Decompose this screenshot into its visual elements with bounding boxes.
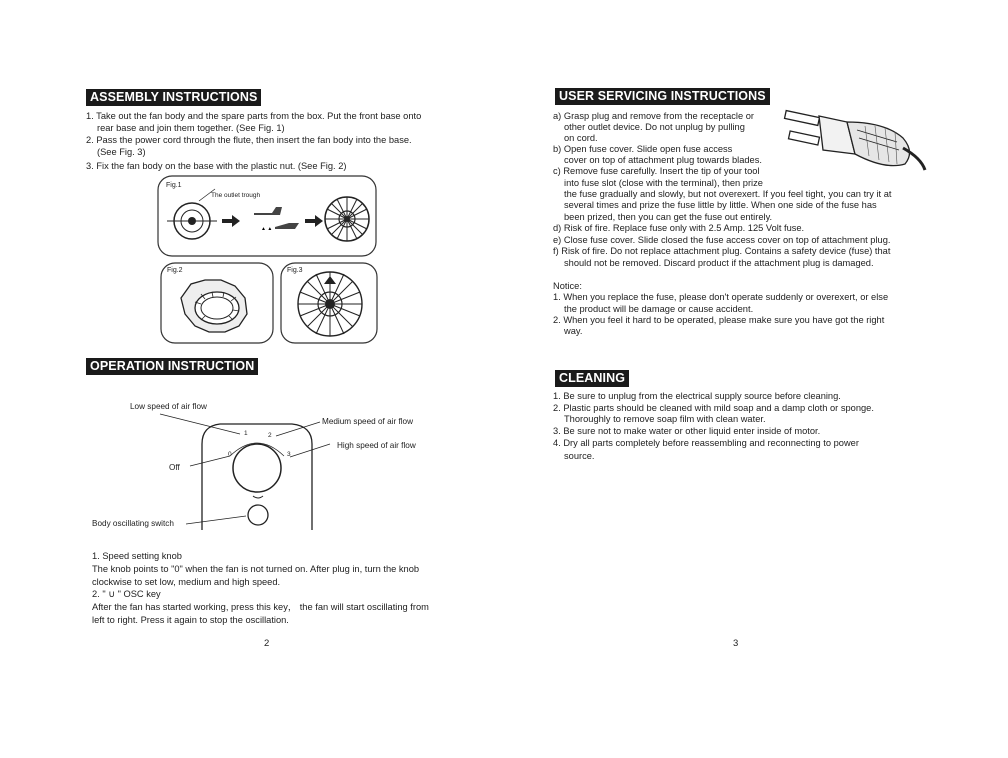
cleaning-line-6: source. [564, 451, 595, 461]
servicing-line-6: c) Remove fuse carefully. Insert the tip of your tool [553, 166, 760, 176]
servicing-line-4: b) Open fuse cover. Slide open fuse access [553, 144, 733, 154]
mark-1: 1 [244, 430, 248, 437]
assembly-heading: ASSEMBLY INSTRUCTIONS [86, 89, 261, 106]
notice-line-4: way. [564, 326, 583, 336]
assembly-step-1: 1. Take out the fan body and the spare parts from the box. Put the front base onto [86, 111, 422, 121]
label-high-speed: High speed of air flow [337, 441, 416, 450]
servicing-line-10: been prized, then you can get the fuse out entirely. [564, 212, 773, 222]
servicing-line-2: other outlet device. Do not unplug by pulling [564, 122, 745, 132]
operation-line-2: The knob points to "0" when the fan is not turned on. After plug in, turn the knob [92, 564, 420, 574]
fig1-label: Fig.1 [166, 182, 182, 189]
servicing-line-12: e) Close fuse cover. Slide closed the fuse access cover on top of attachment plug. [553, 235, 891, 245]
notice-line-1: 1. When you replace the fuse, please don't operate suddenly or overexert, or else [553, 292, 889, 302]
servicing-line-1: a) Grasp plug and remove from the receptacle or [553, 111, 755, 121]
fig1-illustration [157, 175, 377, 257]
cleaning-line-5: 4. Dry all parts completely before reassembling and reconnecting to power [553, 438, 859, 448]
notice-line-3: 2. When you feel it hard to be operated, please make sure you have got the right [553, 315, 885, 325]
notice-title: Notice: [553, 281, 582, 291]
assembly-step-1-cont: rear base and join them together. (See Fig. 1) [97, 123, 285, 133]
servicing-line-5: cover on top of attachment plug towards blades. [564, 155, 762, 165]
servicing-line-8: the fuse gradually and slowly, but not overexert. If you feel tight, you can try it at [564, 189, 892, 199]
label-off: Off [169, 463, 180, 472]
assembly-step-2: 2. Pass the power cord through the flute, then insert the fan body into the base. [86, 135, 412, 145]
operation-line-1: 1. Speed setting knob [92, 551, 182, 561]
operation-heading: OPERATION INSTRUCTION [86, 358, 258, 375]
cleaning-line-2: 2. Plastic parts should be cleaned with mild soap and a damp cloth or sponge. [553, 403, 874, 413]
page-number-left: 2 [264, 638, 270, 649]
mark-2: 2 [268, 432, 272, 439]
cleaning-line-3: Thoroughly to remove soap film with clean water. [564, 414, 766, 424]
mark-3: 3 [287, 451, 291, 458]
page-number-right: 3 [733, 638, 739, 649]
operation-line-6: left to right. Press it again to stop the oscillation. [92, 615, 289, 625]
notice-line-2: the product will be damage or cause accident. [564, 304, 754, 314]
cleaning-line-1: 1. Be sure to unplug from the electrical supply source before cleaning. [553, 391, 841, 401]
assembly-step-3: 3. Fix the fan body on the base with the plastic nut. (See Fig. 2) [86, 161, 347, 171]
attachment-plug-illustration [785, 108, 925, 178]
servicing-line-3: on cord. [564, 133, 598, 143]
fig3-illustration [280, 262, 378, 344]
servicing-line-14: should not be removed. Discard product if the attachment plug is damaged. [564, 258, 874, 268]
servicing-line-7: into fuse slot (close with the terminal), then prize [564, 178, 763, 188]
svg-text:▲ ▲: ▲ ▲ [261, 226, 273, 232]
servicing-line-11: d) Risk of fire. Replace fuse only with 2.5 Amp. 125 Volt fuse. [553, 223, 805, 233]
label-osc-switch: Body oscillating switch [92, 519, 174, 528]
servicing-line-13: f) Risk of fire. Do not replace attachment plug. Contains a safety device (fuse) that [553, 246, 891, 256]
operation-line-5: After the fan has started working, press this key， the fan will start oscillating from [92, 602, 429, 612]
fig2-label: Fig.2 [167, 267, 183, 274]
fig2-illustration [160, 262, 274, 344]
fig1-caption: The outlet trough [211, 192, 261, 199]
mark-0: 0 [228, 451, 232, 458]
fig3-label: Fig.3 [287, 267, 303, 274]
operation-line-4: 2. " ∪ " OSC key [92, 589, 161, 599]
servicing-heading: USER SERVICING INSTRUCTIONS [555, 88, 770, 105]
assembly-step-2-cont: (See Fig. 3) [97, 147, 146, 157]
cleaning-line-4: 3. Be sure not to make water or other liquid enter inside of motor. [553, 426, 821, 436]
servicing-line-9: several times and prize the fuse little by little. When one side of the fuse has [564, 200, 877, 210]
cleaning-heading: CLEANING [555, 370, 629, 387]
label-medium-speed: Medium speed of air flow [322, 417, 414, 426]
label-low-speed: Low speed of air flow [130, 402, 207, 411]
operation-line-3: clockwise to set low, medium and high speed. [92, 577, 281, 587]
